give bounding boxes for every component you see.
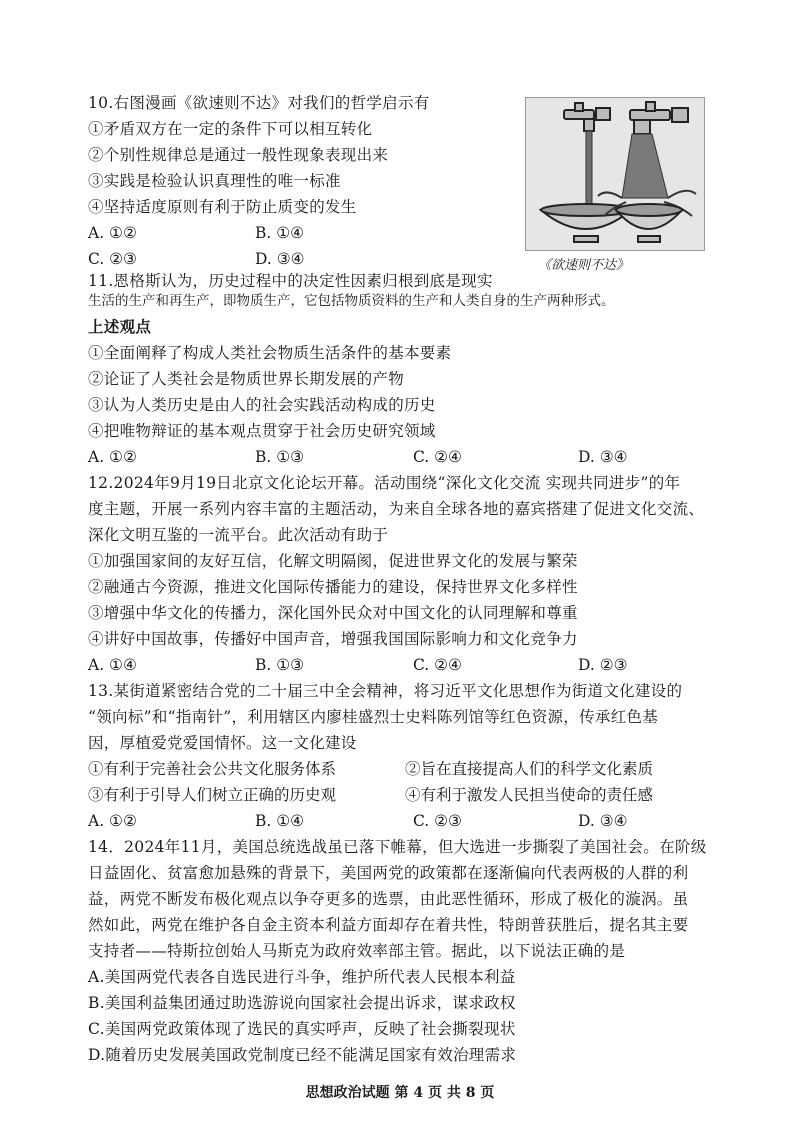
q10-option-b: B. ①④: [255, 224, 305, 242]
q13-option-d: D. ③④: [578, 812, 628, 830]
q14-option-c: C.美国两党政策体现了选民的真实呼声，反映了社会撕裂现状: [88, 1020, 516, 1038]
q14-stem-1: 14．2024年11月，美国总统选战虽已落下帷幕，但大选进一步撕裂了美国社会。在阶级: [88, 838, 707, 856]
q11-option-c: C. ②④: [413, 448, 462, 466]
q11-stem-continued: 生活的生产和再生产，即物质生产，它包括物质资料的生产和人类自身的生产两种形式。: [88, 293, 615, 309]
q13-item-2: ②旨在直接提高人们的科学文化素质: [405, 760, 654, 778]
q14-stem-2: 日益固化、贫富愈加悬殊的背景下，美国两党的政策都在逐渐偏向代表两极的人群的利: [88, 864, 689, 882]
q12-stem-2: 度主题，开展一系列内容丰富的主题活动，为来自全球各地的嘉宾搭建了促进文化交流、: [88, 500, 705, 518]
q13-stem-2: “领向标”和“指南针”，利用辖区内廖桂盛烈士史料陈列馆等红色资源，传承红色基: [88, 708, 659, 726]
q11-stem: 11.恩格斯认为，历史过程中的决定性因素归根到底是现实: [88, 272, 493, 290]
q13-option-b: B. ①④: [255, 812, 305, 830]
q10-item-3: ③实践是检验认识真理性的唯一标准: [88, 172, 341, 190]
q10-option-a: A. ①②: [88, 224, 137, 242]
q10-item-1: ①矛盾双方在一定的条件下可以相互转化: [88, 120, 373, 138]
q12-stem-3: 深化文明互鉴的一流平台。此次活动有助于: [88, 526, 389, 544]
q14-option-a: A.美国两党代表各自选民进行斗争，维护所代表人民根本利益: [88, 968, 516, 986]
cartoon-drawing: [526, 98, 704, 250]
q12-item-2: ②融通古今资源，推进文化国际传播能力的建设，保持世界文化多样性: [88, 578, 578, 596]
q10-option-d: D. ③④: [255, 250, 305, 268]
q11-item-1: ①全面阐释了构成人类社会物质生活条件的基本要素: [88, 344, 452, 362]
q11-item-3: ③认为人类历史是由人的社会实践活动构成的历史: [88, 396, 436, 414]
q10-item-4: ④坚持适度原则有利于防止质变的发生: [88, 198, 357, 216]
page-footer: 思想政治试题 第 4 页 共 8 页: [305, 1085, 495, 1101]
cartoon-image: [525, 97, 705, 251]
q10-stem: 10.右图漫画《欲速则不达》对我们的哲学启示有: [88, 94, 430, 112]
q12-stem-1: 12.2024年9月19日北京文化论坛开幕。活动围绕“深化文化交流 实现共同进步”的年: [88, 474, 681, 492]
q13-stem-1: 13.某街道紧密结合党的二十届三中全会精神，将习近平文化思想作为街道文化建设的: [88, 682, 683, 700]
q13-item-1: ①有利于完善社会公共文化服务体系: [88, 760, 337, 778]
q13-option-a: A. ①②: [88, 812, 137, 830]
q11-lead: 上述观点: [88, 317, 152, 336]
q14-option-b: B.美国利益集团通过助选游说向国家社会提出诉求，谋求政权: [88, 994, 516, 1012]
q10-option-c: C. ②③: [88, 250, 137, 268]
q13-item-4: ④有利于激发人民担当使命的责任感: [405, 786, 654, 804]
q14-stem-4: 然如此，两党在维护各自金主资本利益方面却存在着共性，特朗普获胜后，提名其主要: [88, 916, 689, 934]
q12-item-4: ④讲好中国故事，传播好中国声音，增强我国国际影响力和文化竞争力: [88, 630, 578, 648]
q11-item-2: ②论证了人类社会是物质世界长期发展的产物: [88, 370, 405, 388]
q11-option-a: A. ①②: [88, 448, 137, 466]
q12-option-b: B. ①③: [255, 656, 305, 674]
q11-option-b: B. ①③: [255, 448, 305, 466]
q12-option-a: A. ①④: [88, 656, 137, 674]
q12-item-1: ①加强国家间的友好互信，化解文明隔阂，促进世界文化的发展与繁荣: [88, 552, 578, 570]
q12-item-3: ③增强中华文化的传播力，深化国外民众对中国文化的认同理解和尊重: [88, 604, 578, 622]
q10-item-2: ②个别性规律总是通过一般性现象表现出来: [88, 146, 389, 164]
q12-option-c: C. ②④: [413, 656, 462, 674]
q12-option-d: D. ②③: [578, 656, 628, 674]
q14-stem-3: 益，两党不断发布极化观点以争夺更多的选票，由此恶性循环，形成了极化的漩涡。虽: [88, 890, 689, 908]
q13-option-c: C. ②③: [413, 812, 462, 830]
q11-item-4: ④把唯物辩证的基本观点贯穿于社会历史研究领域: [88, 422, 436, 440]
q13-item-3: ③有利于引导人们树立正确的历史观: [88, 786, 337, 804]
q13-stem-3: 因，厚植爱党爱国情怀。这一文化建设: [88, 734, 357, 752]
q11-option-d: D. ③④: [578, 448, 628, 466]
cartoon-caption: 《欲速则不达》: [538, 258, 630, 273]
q14-stem-5: 支持者——特斯拉创始人马斯克为政府效率部主管。据此，以下说法正确的是: [88, 942, 626, 960]
q14-option-d: D.随着历史发展美国政党制度已经不能满足国家有效治理需求: [88, 1046, 517, 1064]
